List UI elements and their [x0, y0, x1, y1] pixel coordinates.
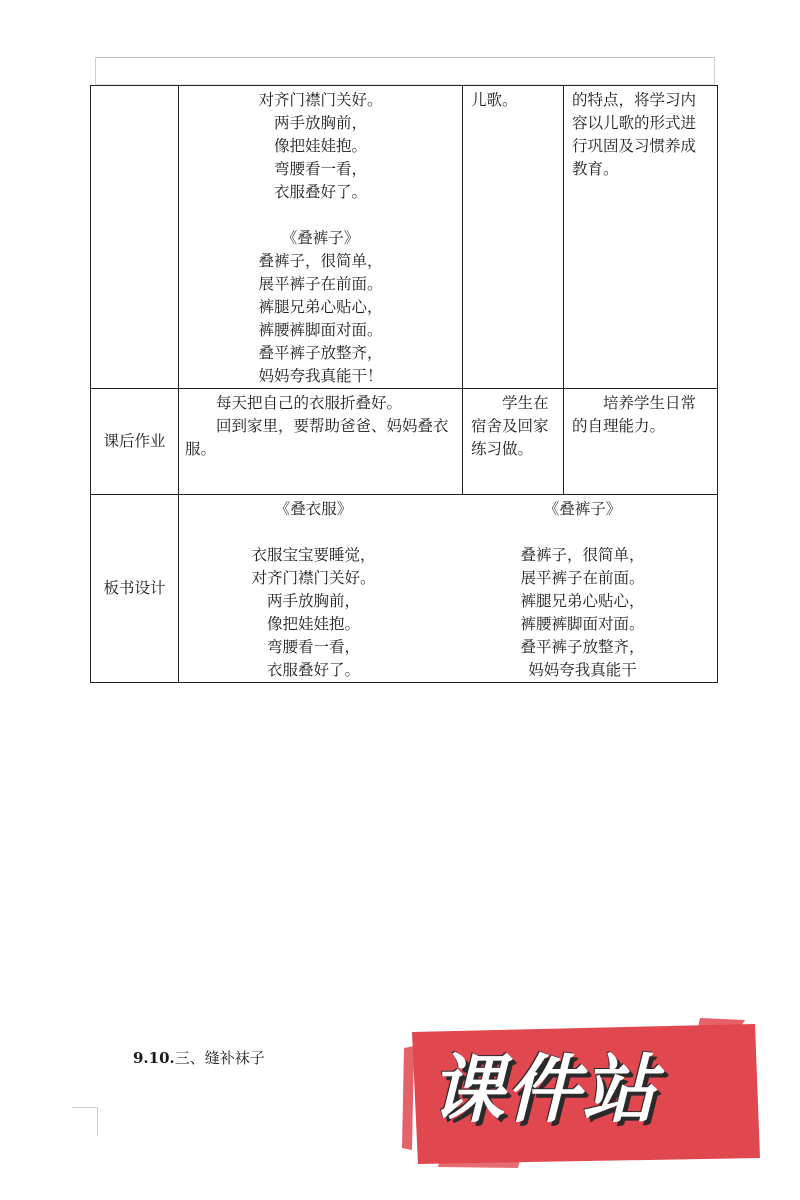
song-line: 像把娃娃抱。 [273, 137, 367, 155]
board-line: 衣服宝宝要睡觉， [251, 546, 376, 564]
page-header-frame [95, 57, 715, 86]
page-corner-mark [72, 1107, 98, 1136]
purpose-cell [564, 86, 718, 389]
table-row [91, 86, 718, 389]
activity-cell [463, 86, 564, 389]
board-right-column [448, 498, 717, 682]
board-line: 展平裤子在前面。 [520, 569, 645, 587]
label-cell-empty [91, 86, 179, 389]
table-row [91, 389, 718, 495]
song-line: 展平裤子在前面。 [258, 275, 383, 293]
song-line: 衣服叠好了。 [273, 183, 367, 201]
section-heading [133, 1047, 265, 1068]
content-cell [179, 86, 463, 389]
song-line: 叠平裤子放整齐， [258, 344, 383, 362]
section-title: 三、缝补袜子 [174, 1049, 265, 1067]
board-line: 对齐门襟门关好。 [251, 569, 376, 587]
homework-paragraph-2: 回到家里，要帮助爸爸、妈妈叠衣服。 [185, 417, 449, 458]
homework-label: 课后作业 [91, 389, 179, 495]
board-line: 《叠裤子》 [543, 500, 622, 518]
board-left-column [179, 498, 448, 682]
board-line: 像把娃娃抱。 [266, 615, 360, 633]
song-line: 《叠裤子》 [281, 229, 360, 247]
song-line: 妈妈夸我真能干！ [258, 367, 383, 385]
board-line [179, 521, 448, 544]
section-number: 9.10. [133, 1049, 175, 1067]
board-line: 妈妈夸我真能干 [528, 661, 637, 679]
song-line: 叠裤子，很简单， [258, 252, 383, 270]
lesson-plan-table [90, 85, 718, 683]
board-design-label: 板书设计 [91, 495, 179, 683]
watermark-text: 课件站 [430, 1047, 658, 1133]
board-line: 叠平裤子放整齐， [520, 638, 645, 656]
board-line: 两手放胸前， [266, 592, 360, 610]
homework-paragraph-1: 每天把自己的衣服折叠好。 [216, 394, 403, 412]
activity-text: 儿歌。 [471, 91, 518, 109]
homework-activity-text: 学生在宿舍及回家练习做。 [471, 394, 549, 458]
board-line: 《叠衣服》 [274, 500, 353, 518]
song-line: 裤腰裤脚面对面。 [258, 321, 383, 339]
board-line: 叠裤子，很简单， [520, 546, 645, 564]
board-design [179, 495, 717, 682]
purpose-text: 的特点，将学习内容以儿歌的形式进行巩固及习惯养成教育。 [572, 91, 697, 178]
song-lines [179, 86, 462, 388]
board-line: 裤腿兄弟心贴心， [520, 592, 645, 610]
homework-activity-cell [463, 389, 564, 495]
board-line: 裤腰裤脚面对面。 [520, 615, 645, 633]
homework-purpose-text: 培养学生日常的自理能力。 [572, 394, 697, 435]
table-row [91, 495, 718, 683]
board-line: 衣服叠好了。 [266, 661, 360, 679]
homework-purpose-cell [564, 389, 718, 495]
song-line: 两手放胸前， [273, 114, 367, 132]
song-line: 对齐门襟门关好。 [258, 91, 383, 109]
homework-content-cell [179, 389, 463, 495]
song-line [179, 204, 462, 227]
song-line: 裤腿兄弟心贴心， [258, 298, 383, 316]
board-line [448, 521, 717, 544]
board-line: 弯腰看一看， [266, 638, 360, 656]
song-line: 弯腰看一看， [273, 160, 367, 178]
board-design-cell [179, 495, 718, 683]
